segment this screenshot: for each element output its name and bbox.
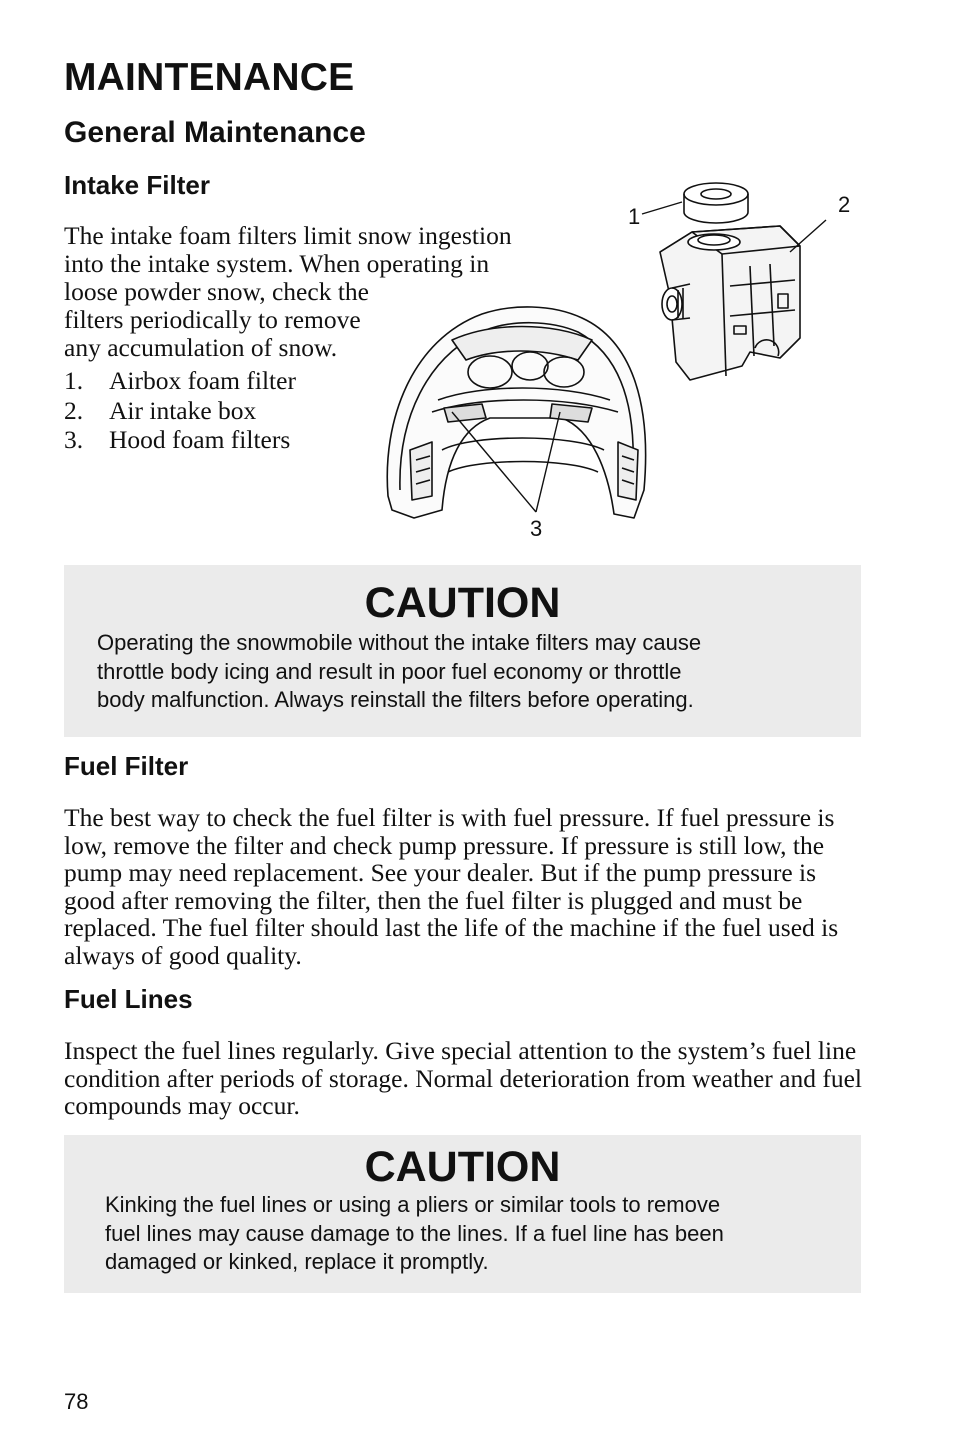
subsection-title: General Maintenance [64, 116, 366, 149]
callout-lines [0, 0, 954, 560]
caution-text: Operating the snowmobile without the intake filters may cause throttle body icing and result in poor fuel economy or throttle body malfunction. Always reinstall the filters before operating. [97, 630, 702, 712]
intake-text-line: loose powder snow, check the [64, 277, 369, 306]
callout-1-label: 1 [628, 204, 641, 229]
callout-3-label: 3 [530, 516, 543, 541]
caution-title: CAUTION [364, 1143, 561, 1191]
section-title: MAINTENANCE [64, 56, 355, 99]
intake-text-line: into the intake system. When operating in [64, 249, 490, 278]
caution-text: Kinking the fuel lines or using a pliers or similar tools to remove fuel lines may cause damage to the lines. If a fuel line has been damaged or kinked, replace it promptly. [105, 1192, 724, 1274]
fuel-lines-paragraph: Inspect the fuel lines regularly. Give special attention to the system’s fuel line condition after periods of storage. Normal deterioration from weather and fuel compounds may occur. [64, 1036, 862, 1121]
fuel-lines-heading: Fuel Lines [64, 984, 193, 1014]
intake-text-line: The intake foam filters limit snow ingestion [64, 221, 512, 250]
legend-item: 2. Air intake box [64, 395, 257, 425]
caution-box-fuel-lines [64, 1135, 861, 1293]
legend-item: 1. Airbox foam filter [64, 366, 296, 395]
fuel-filter-paragraph: The best way to check the fuel filter is with fuel pressure. If fuel pressure is low, remove the filter and check pump pressure. If pressure is still low, the pump may need replacement. See your dealer. But if the pump pressure is good after removing the filter, then the fuel filter is plugged and must be replaced. The fuel filter should last the life of the machine if the fuel used is always of good quality. [64, 803, 839, 970]
caution-title: CAUTION [364, 579, 561, 627]
caution-box-intake [64, 565, 861, 737]
legend-item: 3. Hood foam filters [64, 425, 291, 454]
intake-text-line: any accumulation of snow. [64, 333, 338, 362]
page-number: 78 [64, 1389, 89, 1414]
intake-filter-heading: Intake Filter [64, 170, 210, 200]
fuel-filter-heading: Fuel Filter [64, 751, 189, 781]
intake-text-line: filters periodically to remove [64, 305, 361, 334]
callout-2-label: 2 [838, 192, 851, 217]
